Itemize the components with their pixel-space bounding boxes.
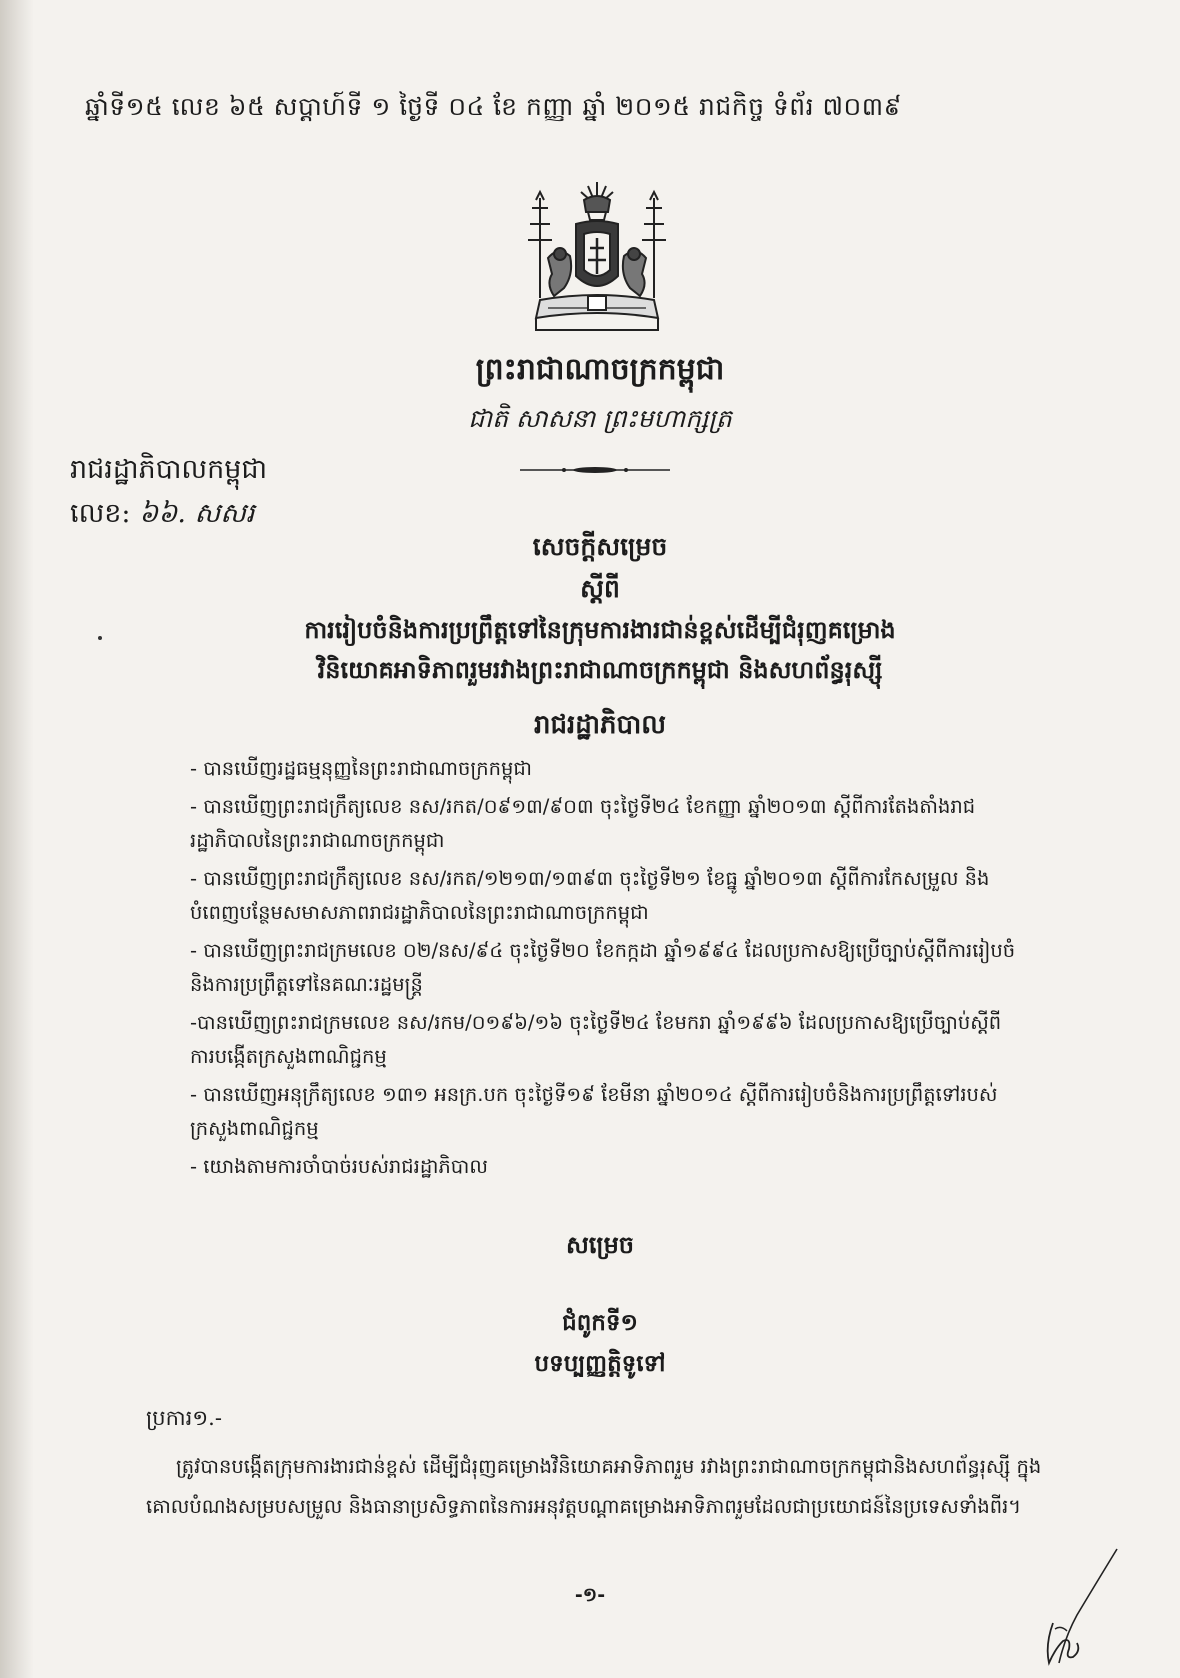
consideration-item: - បានឃើញព្រះរាជក្រឹត្យលេខ នស/រកត/១២១៣/១៣៩៣ ចុះថ្ងៃទី២១ ខែធ្នូ ឆ្នាំ២០១៣ ស្តីពីការកែសម្រួល និងបំពេញបន្ថែមសមាសភាពរាជរដ្ឋាភិបាលនៃព្រះរាជាណាចក្រកម្ពុជា	[190, 867, 990, 924]
article-label: ប្រការ១.-	[146, 1406, 222, 1430]
royal-coat-of-arms-icon	[518, 178, 676, 338]
page-number: -១-	[574, 1584, 606, 1606]
gazette-header: ឆ្នាំទី១៥ លេខ ៦៥ សប្តាហ៍ទី ១ ថ្ងៃទី ០៤ ខែ កញ្ញា ឆ្នាំ ២០១៥ រាជកិច្ច ទំព័រ ៧០៣៩	[85, 92, 902, 121]
article-body: ត្រូវបានបង្កើតក្រុមការងារជាន់ខ្ពស់ ដើម្បីជំរុញគម្រោងវិនិយោគអាទិភាពរួម រវាងព្រះរាជាណាចក្រកម្ពុជានិងសហព័ន្ធរុស្ស៊ី ក្នុងគោលបំណងសម្របសម្រួល និងធានាប្រសិទ្ធភាពនៃការអនុវត្តបណ្តាគម្រោងអាទិភាពរួមដែលជាប្រយោជន៍នៃប្រទេសទាំងពីរ។	[146, 1455, 1042, 1518]
document-subject-line-2: វិនិយោគអាទិភាពរួមរវាងព្រះរាជាណាចក្រកម្ពុជា និងសហព័ន្ធរុស្ស៊ី	[317, 655, 883, 684]
issuer-body: រាជរដ្ឋាភិបាលកម្ពុជា	[70, 454, 268, 485]
issuer-block	[70, 448, 267, 536]
scan-edge-shadow	[0, 0, 34, 1678]
consideration-item: - បានឃើញអនុក្រឹត្យលេខ ១៣១ អនក្រ.បក ចុះថ្ងៃទី១៩ ខែមីនា ឆ្នាំ២០១៤ ស្តីពីការរៀបចំនិងការប្រព្រឹត្តទៅរបស់ក្រសួងពាណិជ្ជកម្ម	[190, 1083, 998, 1140]
document-number-value: ៦៦. សសរ	[139, 498, 255, 529]
consideration-item: - បានឃើញព្រះរាជក្រមលេខ ០២/នស/៩៤ ចុះថ្ងៃទី២០ ខែកក្កដា ឆ្នាំ១៩៩៤ ដែលប្រកាសឱ្យប្រើច្បាប់ស្តីពីការរៀបចំនិងការប្រព្រឹត្តទៅនៃគណៈរដ្ឋមន្ត្រី	[190, 939, 1016, 996]
decision-heading	[300, 1230, 900, 1383]
considerations-list	[190, 752, 1020, 1188]
consideration-item: - យោងតាមការចាំបាច់របស់រាជរដ្ឋាភិបាល	[190, 1155, 488, 1178]
consideration-item: -បានឃើញព្រះរាជក្រមលេខ នស/រកម/០១៩៦/១៦ ចុះថ្ងៃទី២៤ ខែមករា ឆ្នាំ១៩៩៦ ដែលប្រកាសឱ្យប្រើច្បាប់ស្តីពីការបង្កើតក្រសួងពាណិជ្ជកម្ម	[190, 1011, 1002, 1068]
ornamental-divider	[520, 459, 670, 467]
document-about: ស្តីពី	[580, 574, 620, 603]
chapter-number: ជំពូកទី១	[562, 1309, 638, 1336]
kingdom-motto: ជាតិ សាសនា ព្រះមហាក្សត្រ	[468, 404, 732, 433]
document-number-prefix: លេខ:	[70, 498, 131, 529]
document-authority: រាជរដ្ឋាភិបាល	[533, 710, 667, 740]
consideration-item: - បានឃើញរដ្ឋធម្មនុញ្ញនៃព្រះរាជាណាចក្រកម្ពុជា	[190, 757, 532, 780]
chapter-title: បទប្បញ្ញត្តិទូទៅ	[534, 1350, 666, 1377]
document-title-block	[150, 526, 1050, 746]
decides-label: សម្រេច	[565, 1230, 635, 1259]
kingdom-name: ព្រះរាជាណាចក្រកម្ពុជា	[475, 352, 725, 387]
document-type: សេចក្តីសម្រេច	[532, 532, 668, 561]
document-subject-line-1: ការរៀបចំនិងការប្រព្រឹត្តទៅនៃក្រុមការងារជាន់ខ្ពស់ដើម្បីជំរុញគម្រោង	[304, 615, 896, 644]
consideration-item: - បានឃើញព្រះរាជក្រឹត្យលេខ នស/រកត/០៩១៣/៩០៣ ចុះថ្ងៃទី២៤ ខែកញ្ញា ឆ្នាំ២០១៣ ស្តីពីការតែងតាំងរាជរដ្ឋាភិបាលនៃព្រះរាជាណាចក្រកម្ពុជា	[190, 795, 976, 852]
margin-dot	[98, 636, 102, 640]
handwritten-signature	[1015, 1545, 1125, 1670]
kingdom-heading	[300, 350, 900, 440]
